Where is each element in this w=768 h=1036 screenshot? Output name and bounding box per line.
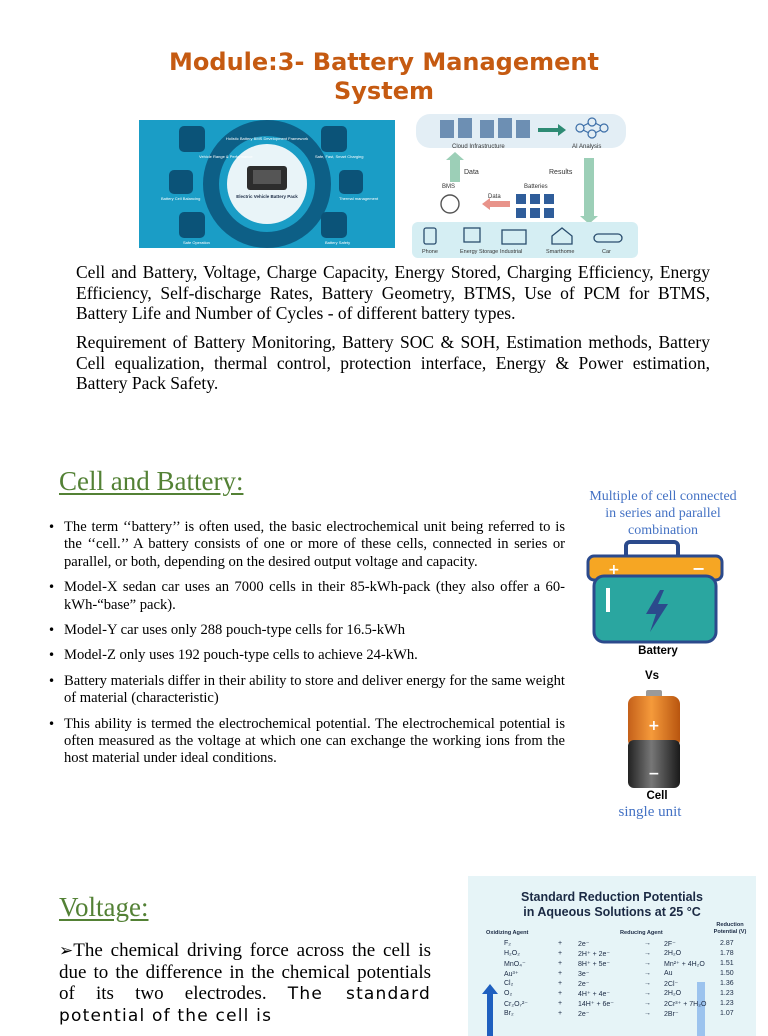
battery-label: Battery xyxy=(638,645,678,657)
title-line-1: Module:3- Battery Management xyxy=(169,48,599,76)
bottom-energy: Energy Storage xyxy=(460,249,499,255)
bms-label: BMS xyxy=(442,184,456,190)
bottom-smarthome: Smarthome xyxy=(546,249,575,255)
cell-battery-bullets xyxy=(48,519,565,776)
bms-framework-graphic xyxy=(139,120,395,248)
table-row: F₂ + 2e⁻ → 2F⁻ 2.87 xyxy=(504,940,734,948)
cloud-label: Cloud Infrastructure xyxy=(452,144,505,150)
table-row: Br₂ + 2e⁻ → 2Br⁻ 1.07 xyxy=(504,1010,734,1018)
bottom-phone: Phone xyxy=(422,249,438,255)
data-label: Data xyxy=(464,169,479,176)
fig-item-5: Safe Operation xyxy=(183,240,210,245)
bullet-item: • Model-Z only uses 192 pouch-type cells to achieve 24-kWh. xyxy=(48,647,565,664)
bullet-item: • The term ‘‘battery’’ is often used, the basic electrochemical unit being referred to is the ‘‘cell.’’ A battery consists of one or more of these cells, connected in series or parallel, or both, depending on the desired output voltage and capacity. xyxy=(48,519,565,571)
voltage-text-a: The chemical driving force across the cell is due to the difference in the chemical potentials of its two electrodes. xyxy=(59,940,431,1004)
table-title-line-1: Standard Reduction Potentials xyxy=(521,890,703,904)
bullet-item: • Model-Y car uses only 288 pouch-type cells for 16.5-kWh xyxy=(48,622,565,639)
arrow-bullet-icon: ➢ xyxy=(59,941,74,961)
intro-paragraph-1: Cell and Battery, Voltage, Charge Capacity, Energy Stored, Charging Efficiency, Energy Efficiency, Self-discharge Rates, Battery Geometry, BTMS, Use of PCM for BTMS, Battery Life and Number of Cycles - of different battery types. xyxy=(76,262,710,323)
bms-framework-figure xyxy=(139,120,395,248)
title-line-2: System xyxy=(334,77,434,105)
ai-label: AI Analysis xyxy=(572,144,602,150)
fig-item-6: Battery Safety xyxy=(325,240,351,245)
series-parallel-caption: Multiple of cell connected in series and parallel combination xyxy=(589,489,737,538)
svg-text:+: + xyxy=(648,718,660,734)
bottom-car: Car xyxy=(602,249,611,255)
col-potential: Reduction Potential (V) xyxy=(713,922,747,935)
bullet-item: • This ability is termed the electrochemical potential. The electrochemical potential is often measured as the voltage at which one can exchange the working ions from the host material under ideal conditions. xyxy=(48,716,565,768)
svg-text:+: + xyxy=(608,562,620,578)
voltage-text-b: The standard potential of the cell is xyxy=(59,984,432,1026)
voltage-heading: Voltage: xyxy=(59,892,149,922)
table-title xyxy=(468,890,756,920)
bullet-item: • Model-X sedan car uses an 7000 cells in their 85-kWh-pack (they also offer a 60-kWh-“base” pack). xyxy=(48,579,565,614)
table-row: Cr₂O₇²⁻ + 14H⁺ + 6e⁻ → 2Cr³⁺ + 7H₂O 1.23 xyxy=(504,1000,734,1008)
fig-item-1: Vehicle Range & Performance xyxy=(199,154,253,159)
table-row: H₂O₂ + 2H⁺ + 2e⁻ → 2H₂O 1.78 xyxy=(504,950,734,958)
col-reducing: Reducing Agent xyxy=(620,930,663,936)
cell-label: Cell xyxy=(646,790,668,802)
fig-item-2: Safe, Fast, Smart Charging xyxy=(315,154,364,159)
cell-battery-heading: Cell and Battery: xyxy=(59,466,244,496)
table-row: MnO₄⁻ + 8H⁺ + 5e⁻ → Mn²⁺ + 4H₂O 1.51 xyxy=(504,960,734,968)
table-title-line-2: in Aqueous Solutions at 25 °C xyxy=(523,905,701,919)
intro-paragraph-2: Requirement of Battery Monitoring, Battery SOC & SOH, Estimation methods, Battery Cell equalization, thermal control, protection interface, Energy & Power estimation, Battery Pack Safety. xyxy=(76,332,710,393)
table-row: Cl₂ + 2e⁻ → 2Cl⁻ 1.36 xyxy=(504,980,734,988)
svg-text:−: − xyxy=(648,766,660,782)
fig-item-4: Battery Cell Balancing xyxy=(161,196,201,201)
fig-ring-label: Holistic Battery BMS Development Framework xyxy=(225,136,309,141)
fig-center-label: Electric Vehicle Battery Pack xyxy=(236,194,298,199)
svg-text:−: − xyxy=(692,559,706,578)
bms-cloud-graphic xyxy=(412,108,638,258)
col-oxidizing: Oxidizing Agent xyxy=(486,930,529,936)
voltage-text xyxy=(59,940,431,1027)
batteries-label: Batteries xyxy=(524,184,548,190)
results-label: Results xyxy=(549,169,573,176)
bullet-item: • Battery materials differ in their ability to store and deliver energy for the same weight of material (characteristic) xyxy=(48,673,565,708)
single-unit-caption: single unit xyxy=(618,804,682,820)
battery-icon xyxy=(586,538,726,660)
page-title xyxy=(0,48,768,106)
bottom-industrial: Industrial xyxy=(500,249,523,255)
fig-item-3: Thermal management xyxy=(339,196,379,201)
table-row: O₂ + 4H⁺ + 4e⁻ → 2H₂O 1.23 xyxy=(504,990,734,998)
reduction-potentials-table xyxy=(468,876,756,1036)
vs-label: Vs xyxy=(644,670,660,682)
data2-label: Data xyxy=(488,194,501,200)
table-row: Au³⁺ + 3e⁻ → Au 1.50 xyxy=(504,970,734,978)
bms-cloud-figure xyxy=(412,108,638,258)
cell-icon xyxy=(622,690,686,792)
